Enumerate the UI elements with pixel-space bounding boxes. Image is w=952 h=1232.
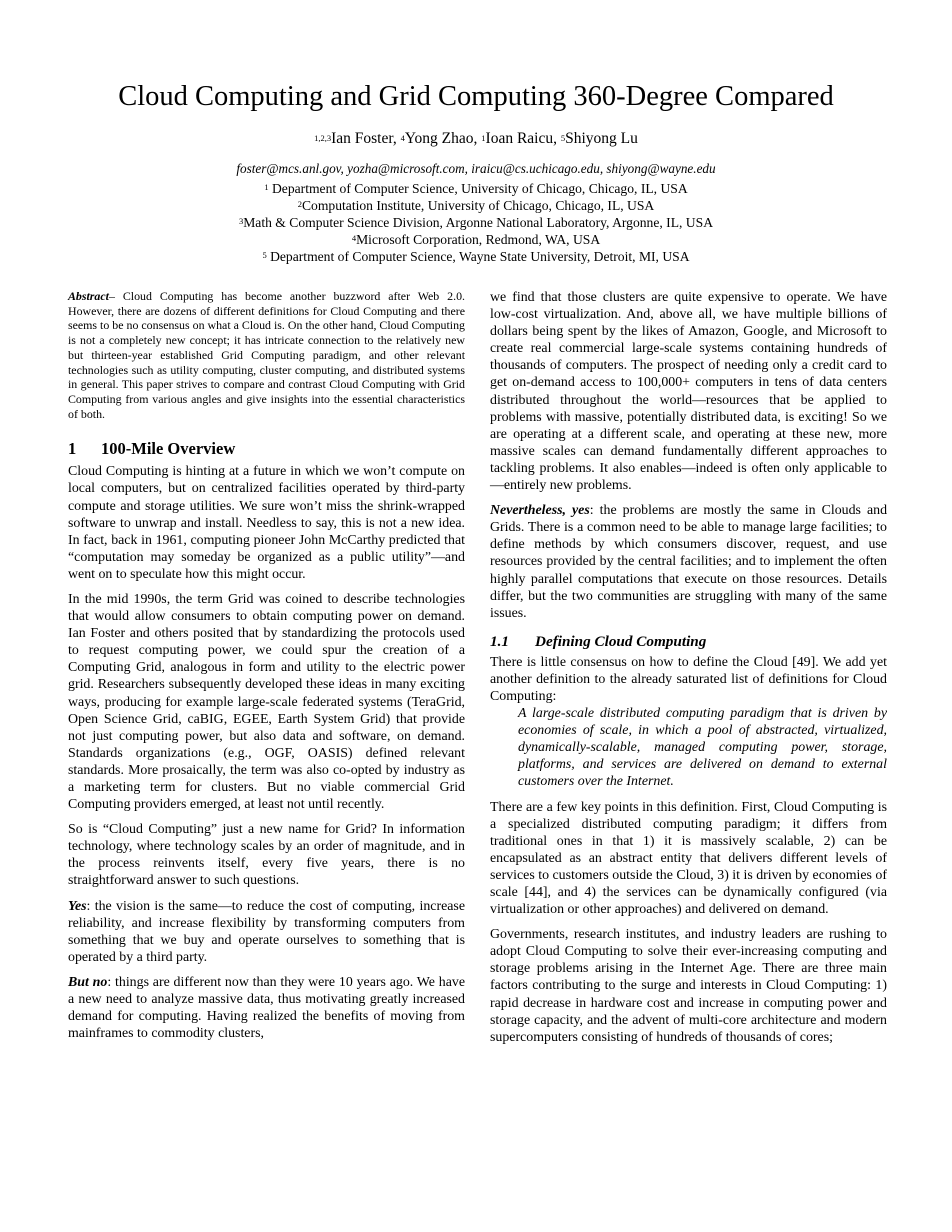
affiliation-text: Microsoft Corporation, Redmond, WA, USA: [356, 232, 601, 248]
section-title: 100-Mile Overview: [101, 439, 236, 459]
author-list: [0, 129, 952, 149]
affiliation-mark: 2: [297, 199, 302, 210]
abstract-label: Abstract: [68, 289, 109, 303]
paragraph: There are a few key points in this definition. First, Cloud Computing is a specialized distributed computing paradigm; it differs from traditional ones in that 1) it is massively scalable, 2) can be encapsulated as an abstract entity that delivers different levels of services to customers outside the Cloud, 3) it is driven by economies of scale [44], and 4) the services can be dynamically configured (via virtualization or other approaches) and delivered on demand.: [490, 799, 887, 918]
paragraph: Cloud Computing is hinting at a future in which we won’t compute on local computers, but on centralized facilities operated by third-party compute and storage utilities. We sure won’t miss the shrink-wrapped software to unwrap and install. Needless to say, this is not a new idea. In fact, back in 1961, computing pioneer John McCarthy predicted that “computation may someday be organized as a public utility”—and went on to speculate how this might occur.: [68, 464, 465, 582]
affiliation-mark: 4: [351, 233, 357, 244]
author-separator: ,: [473, 130, 482, 147]
subsection-number: 1.1: [490, 632, 509, 650]
affiliation-text: Computation Institute, University of Chicago, Chicago, IL, USA: [301, 198, 655, 214]
left-column: [68, 289, 465, 1050]
affiliation: [0, 197, 952, 214]
affiliation-mark: 3: [238, 216, 244, 227]
author-affil-mark: 1: [481, 133, 486, 143]
definition-quote: A large-scale distributed computing paradigm that is driven by economies of scale, in which a pool of abstracted, virtualized, dynamically-scalable, managed computing power, storage, platforms, and services are delivered on demand to external customers over the Internet.: [518, 706, 887, 790]
right-column: [490, 289, 887, 1054]
affiliation-list: [0, 180, 952, 265]
author-affil-mark: 5: [560, 133, 566, 143]
author-name: Yong Zhao: [404, 130, 474, 147]
paragraph-text: : the problems are mostly the same in Clouds and Grids. There is a common need to be able to manage large facilities; to define methods by which consumers discover, request, and use resources provided by the central facilities; and to implement the often highly parallel computations that execute on those resources. Details differ, but the two communities are struggling with many of the same issues.: [490, 503, 888, 621]
abstract-text: – Cloud Computing has become another buzzword after Web 2.0. However, there are dozens of different definitions for Cloud Computing and there seems to be no consensus on what a Cloud is. On the other hand, Cloud Computing is not a completely new concept; it has intricate connection to the relatively new but thirteen-year established Grid Computing paradigm, and other relevant technologies such as utility computing, cluster computing, and distributed systems in general. This paper strives to compare and contrast Cloud Computing with Grid Computing from various angles and give insights into the essential characteristics of both.: [68, 289, 465, 421]
paragraph: There is little consensus on how to define the Cloud [49]. We add yet another definition to the already saturated list of definitions for Cloud Computing:: [490, 654, 887, 704]
author-affil-mark: 4: [400, 133, 405, 143]
author-name: Ian Foster: [331, 130, 393, 147]
subsection-heading: [490, 632, 887, 651]
author-name: Ioan Raicu: [485, 130, 554, 147]
author-emails: foster@mcs.anl.gov, yozha@microsoft.com, iraicu@cs.uchicago.edu, shiyong@wayne.edu: [236, 161, 716, 176]
abstract: [68, 289, 465, 421]
affiliation-text: Department of Computer Science, Wayne State University, Detroit, MI, USA: [266, 249, 690, 265]
paragraph: So is “Cloud Computing” just a new name for Grid? In information technology, where technology scales by an order of magnitude, and in the process reinvents itself, every five years, there is no straightforward answer to such questions.: [68, 822, 465, 889]
paragraph-text: : things are different now than they were 10 years ago. We have a new need to analyze massive data, thus motivating greatly increased demand for computing. Having realized the benefits of moving from mainframes to commodity clusters,: [68, 974, 465, 1042]
paragraph: Governments, research institutes, and industry leaders are rushing to adopt Cloud Computing to solve their ever-increasing computing and storage problems arising in the Internet Age. There are three main factors contributing to the surge and interests in Cloud Computing: 1) rapid decrease in hardware cost and increase in computing power and storage capacity, and the advent of multi-core architecture and modern supercomputers consisting of hundreds of thousands of cores;: [490, 927, 887, 1045]
affiliation-mark: 5: [262, 250, 267, 261]
subsection-title: Defining Cloud Computing: [535, 632, 707, 650]
author-separator: ,: [553, 130, 561, 147]
author-name: Shiyong Lu: [565, 130, 638, 147]
affiliation-text: Department of Computer Science, University of Chicago, Chicago, IL, USA: [268, 181, 688, 196]
affiliation: [0, 180, 952, 197]
paragraph: we find that those clusters are quite expensive to operate. We have low-cost virtualization. And, above all, we have multiple billions of dollars being spent by the likes of Amazon, Google, and Microsoft to create real commercial large-scale systems containing hundreds of thousands of computers. The prospect of needing only a credit card to get on-demand access to 100,000+ computers in tens of data centers distributed throughout the world—resources that be applied to problems with massive, potentially distributed data, is exciting! So we are operating at a different scale, and operating at these new, more massive scales can demand fundamentally different approaches to tackling problems. It also enables—indeed is often only applicable to—entirely new problems.: [490, 290, 887, 494]
paragraph-text: : the vision is the same—to reduce the cost of computing, increase reliability, and increase flexibility by transforming computers from something that we buy and operate ourselves to something that is operated by a third party.: [68, 898, 465, 965]
paper-title: Cloud Computing and Grid Computing 360-Degree Compared: [118, 81, 834, 112]
paragraph: [490, 502, 887, 622]
author-affil-mark: 1,2,3: [314, 133, 332, 143]
affiliation: [0, 231, 952, 248]
section-heading: [68, 439, 465, 459]
affiliation-text: Math & Computer Science Division, Argonne National Laboratory, Argonne, IL, USA: [243, 215, 714, 231]
affiliation: [0, 248, 952, 265]
paragraph: [68, 974, 465, 1042]
paragraph-lead: But no: [68, 974, 108, 990]
paragraph-lead: Yes: [68, 898, 87, 914]
paragraph: In the mid 1990s, the term Grid was coined to describe technologies that would allow consumers to obtain computing power on demand. Ian Foster and others posited that by standardizing the protocols used to request computing power, we could spur the creation of a Computing Grid, analogous in form and utility to the electric power grid. Researchers subsequently developed these ideas in many exciting ways, producing for example large-scale federated systems (TeraGrid, Open Science Grid, caBIG, EGEE, Earth System Grid) that provide not just computing power, but also data and software, on demand. Standards organizations (e.g., OGF, OASIS) defined relevant standards. More prosaically, the term was also co-opted by industry as a marketing term for clusters. But no viable commercial Grid Computing providers emerged, at least not until recently.: [68, 591, 465, 813]
section-number: 1: [68, 439, 77, 459]
affiliation: [0, 214, 952, 231]
affiliation-mark: 1: [264, 182, 269, 192]
author-separator: ,: [392, 130, 401, 147]
paragraph-lead: Nevertheless, yes: [490, 503, 590, 519]
paragraph: [68, 898, 465, 966]
